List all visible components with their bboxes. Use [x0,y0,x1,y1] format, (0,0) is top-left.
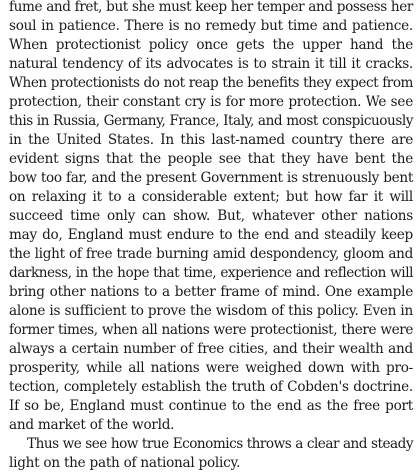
text-line-21: tection, completely establish the truth of Cobden's doctrine. [9,379,413,395]
text-line-2: soul in patience. There is no remedy but time and patience. [9,18,413,34]
text-line-3: When protectionist policy once gets the upper hand the [9,37,413,53]
text-line-13: may do, England must endure to the end and steadily keep [9,227,413,243]
text-line-5: When protectionists do not reap the benefits they expect from [9,75,413,91]
text-line-17: alone is sufficient to prove the wisdom of this policy. Even in [9,303,413,319]
document-page [9,0,413,471]
text-line-1: fume and fret, but she must keep her temper and possess her [9,0,413,15]
text-line-24: Thus we see how true Economics throws a clear and steady [27,436,413,452]
text-line-11: on relaxing it to a considerable extent; but how far it will [9,189,413,205]
text-line-22: If so be, England must continue to the end as the free port [9,398,413,414]
text-line-20: prosperity, while all nations were weighed down with pro- [9,360,413,376]
text-line-10: bow too far, and the present Government is strenuously bent [9,170,413,186]
text-line-16: bring other nations to a better frame of mind. One example [9,284,413,300]
text-line-18: former times, when all nations were protectionist, there were [9,322,413,338]
text-line-25: light on the path of national policy. [9,455,241,471]
text-line-23: and market of the world. [9,417,175,433]
text-line-7: this in Russia, Germany, France, Italy, and most conspicuously [9,113,413,129]
text-line-19: always a certain number of free cities, and their wealth and [9,341,413,357]
text-line-8: in the United States. In this last-named country there are [9,132,413,148]
text-line-4: natural tendency of its advocates is to strain it till it cracks. [9,56,413,72]
text-line-12: succeed time only can show. But, whatever other nations [9,208,413,224]
text-line-6: protection, their constant cry is for more protection. We see [9,94,413,110]
text-line-15: darkness, in the hope that time, experience and reflection will [9,265,413,281]
text-line-9: evident signs that the people see that they have bent the [9,151,413,167]
text-line-14: the light of free trade burning amid despondency, gloom and [9,246,413,262]
